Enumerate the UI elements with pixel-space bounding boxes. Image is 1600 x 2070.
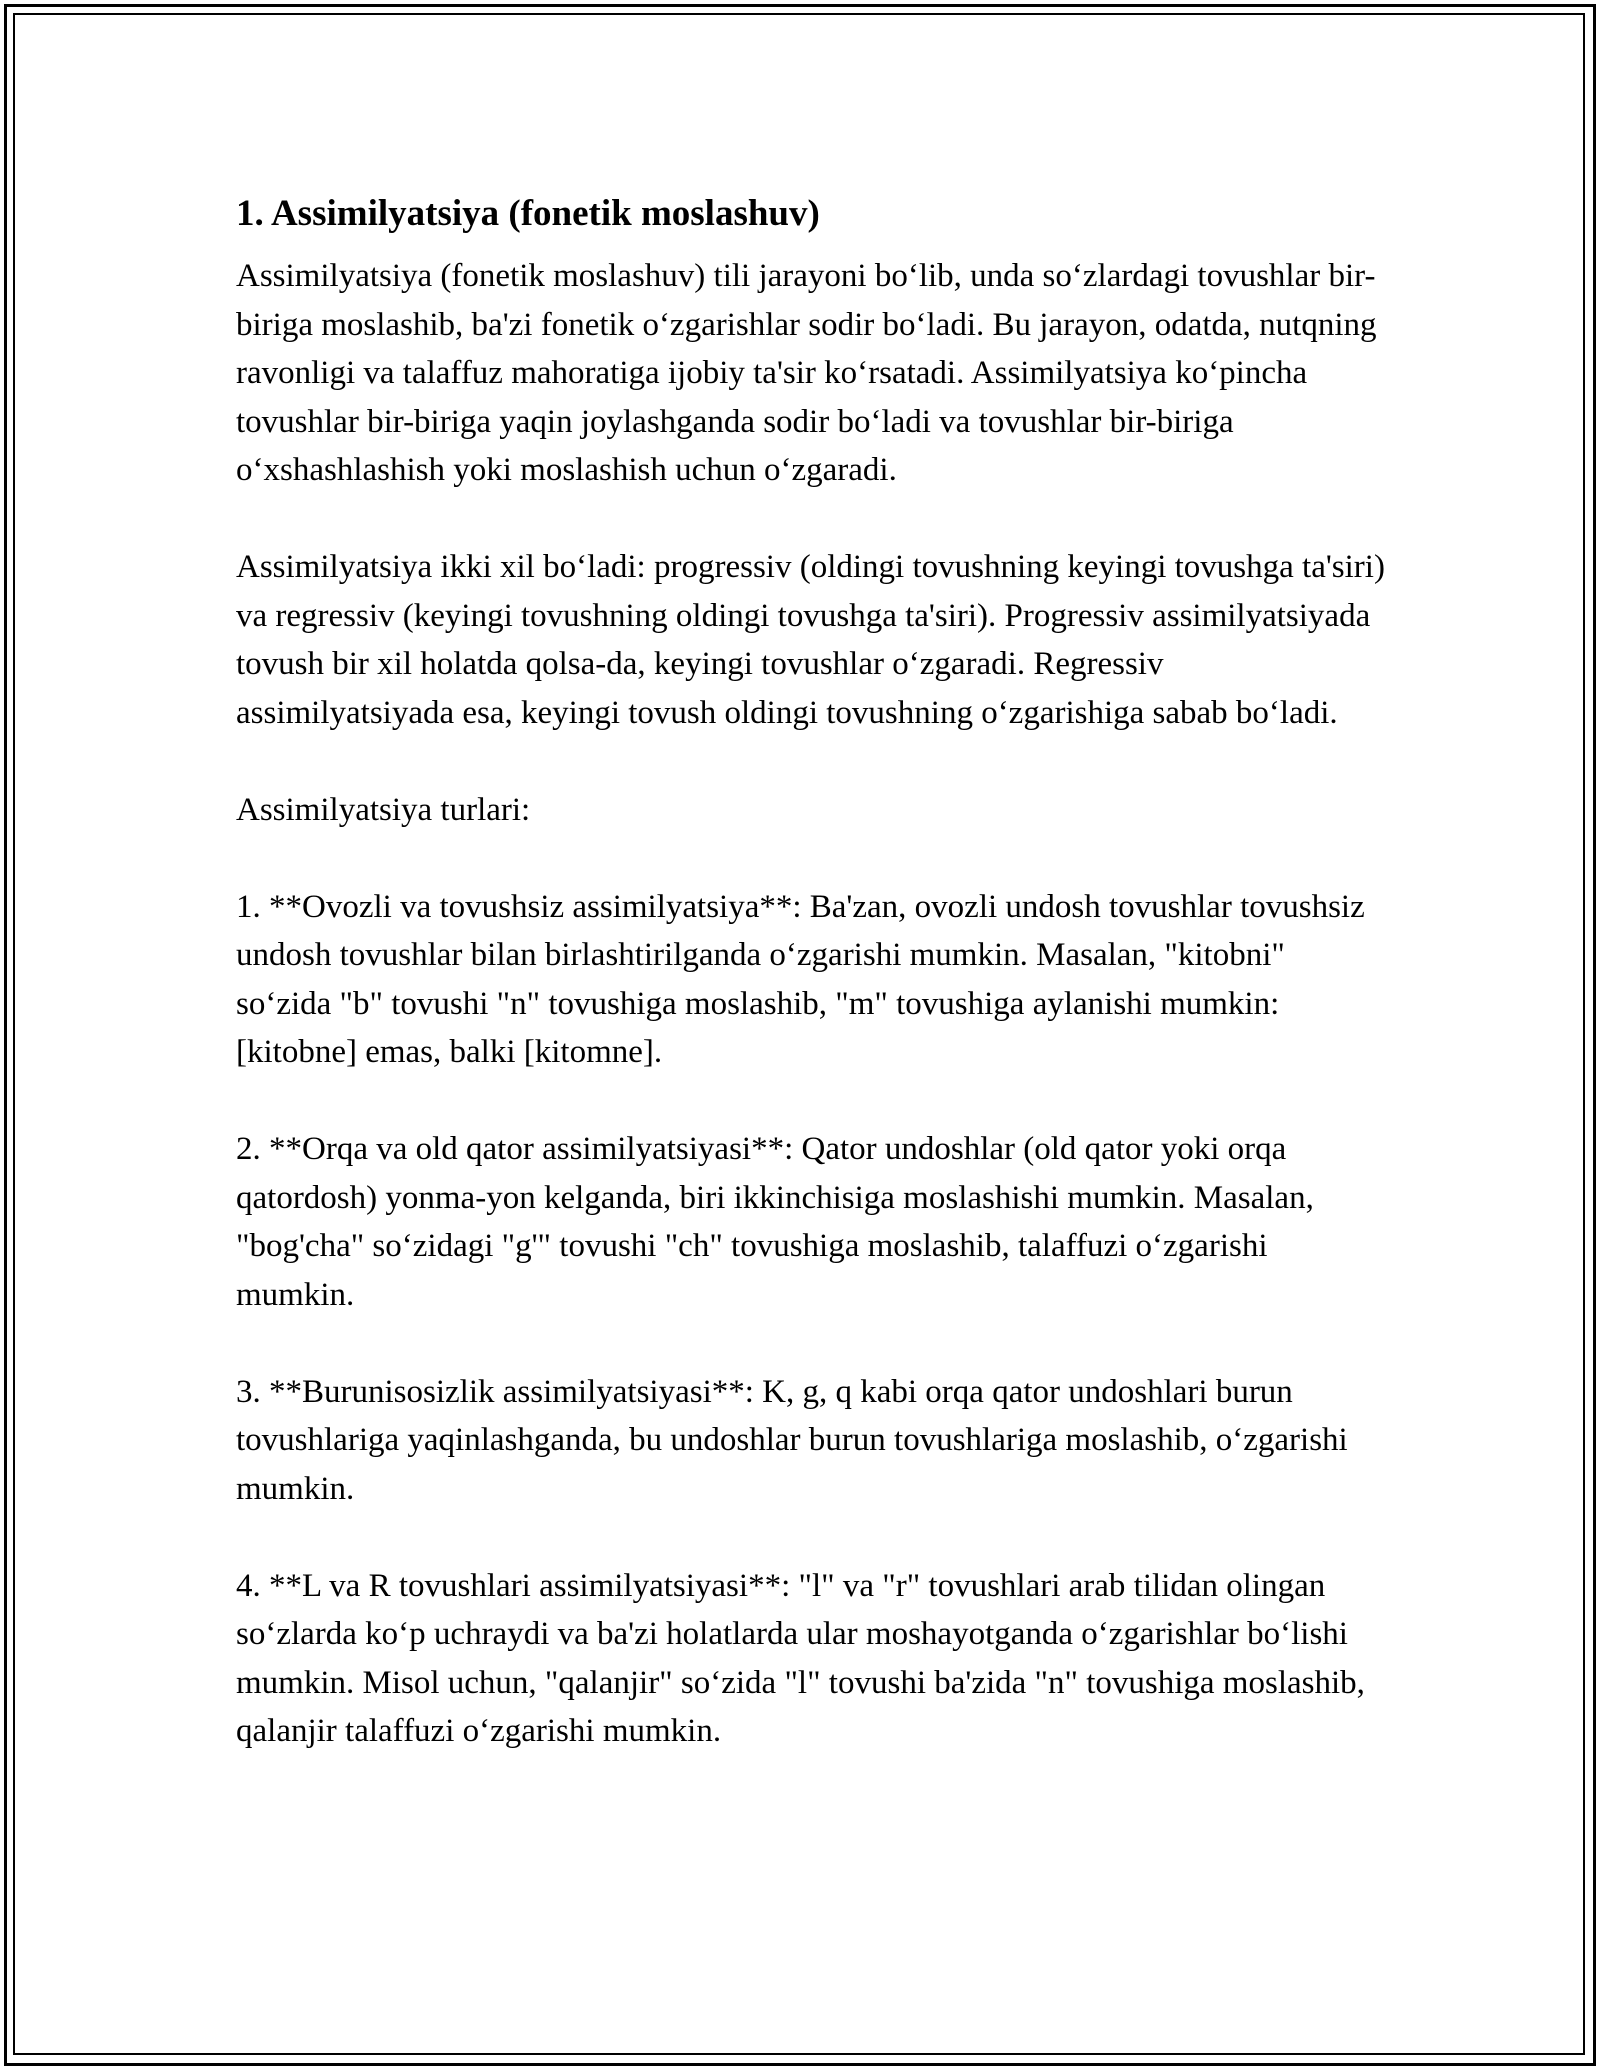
- paragraph-types-overview: Assimilyatsiya ikki xil bo‘ladi: progressiv (oldingi tovushning keyingi tovushga ta'siri) va regressiv (keyingi tovushning oldingi tovushga ta'siri). Progressiv assimilyatsiyada tovush bir xil holatda qolsa-da, keyingi tovushlar o‘zgaradi. Regressiv assimilyatsiyada esa, keyingi tovush oldingi tovushning o‘zgarishiga sabab bo‘ladi.: [236, 549, 1385, 731]
- list-item-voiced-voiceless: 1. **Ovozli va tovushsiz assimilyatsiya**: Ba'zan, ovozli undosh tovushlar tovushsiz undosh tovushlar bilan birlashtirilganda o‘zgarishi mumkin. Masalan, "kitobni" so‘zida "b" tovushi "n" tovushiga moslashib, "m" tovushiga aylanishi mumkin: [kitobne] emas, balki [kitomne].: [236, 888, 1365, 1070]
- list-item-l-r-sounds: 4. **L va R tovushlari assimilyatsiyasi**: "l" va "r" tovushlari arab tilidan olingan so‘zlarda ko‘p uchraydi va ba'zi holatlarda ular moshayotganda o‘zgarishlar bo‘lishi mumkin. Misol uchun, "qalanjir" so‘zida "l" tovushi ba'zida "n" tovushiga moslashib, qalanjir talaffuzi o‘zgarishi mumkin.: [236, 1567, 1365, 1749]
- list-item-back-front-row: 2. **Orqa va old qator assimilyatsiyasi**: Qator undoshlar (old qator yoki orqa qatordosh) yonma-yon kelganda, biri ikkinchisiga moslashishi mumkin. Masalan, "bog'cha" so‘zidagi "g'" tovushi "ch" tovushiga moslashib, talaffuzi o‘zgarishi mumkin.: [236, 1131, 1314, 1313]
- document-title: 1. Assimilyatsiya (fonetik moslashuv): [236, 193, 820, 234]
- paragraph-intro: Assimilyatsiya (fonetik moslashuv) tili jarayoni bo‘lib, unda so‘zlardagi tovushlar bir-biriga moslashib, ba'zi fonetik o‘zgarishlar sodir bo‘ladi. Bu jarayon, odatda, nutqning ravonligi va talaffuz mahoratiga ijobiy ta'sir ko‘rsatadi. Assimilyatsiya ko‘pincha tovushlar bir-biriga yaqin joylashganda sodir bo‘ladi va tovushlar bir-biriga o‘xshashlashish yoki moslashish uchun o‘zgaradi.: [236, 258, 1377, 488]
- paragraph-types-heading: Assimilyatsiya turlari:: [236, 791, 531, 828]
- list-item-nasal: 3. **Burunisosizlik assimilyatsiyasi**: K, g, q kabi orqa qator undoshlari burun tovushlariga yaqinlashganda, bu undoshlar burun tovushlariga moslashib, o‘zgarishi mumkin.: [236, 1373, 1348, 1507]
- document-body: [236, 186, 1386, 1804]
